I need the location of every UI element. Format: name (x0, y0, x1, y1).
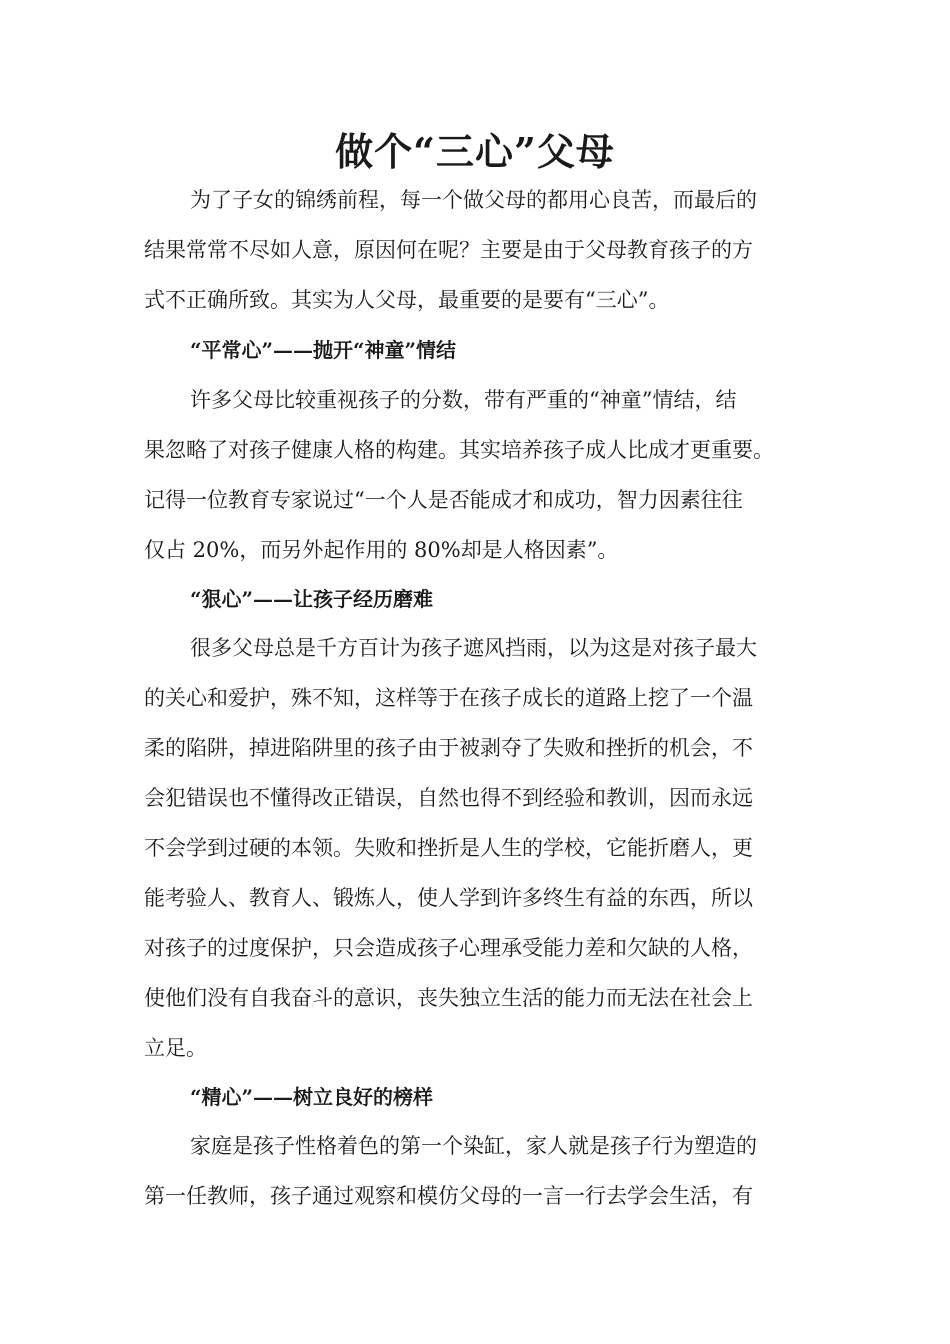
paragraph-line: 立足。 (144, 1036, 207, 1060)
paragraph-line: 为了子女的锦绣前程，每一个做父母的都用心良苦，而最后的 (190, 188, 757, 212)
paragraph-line: 式不正确所致。其实为人父母，最重要的是要有“三心”。 (144, 288, 670, 312)
section-heading-peace-of-mind: “平常心”——抛开“神童”情结 (190, 338, 457, 362)
paragraph-line: 结果常常不尽如人意，原因何在呢？主要是由于父母教育孩子的方 (144, 238, 753, 262)
paragraph-line: 对孩子的过度保护，只会造成孩子心理承受能力差和欠缺的人格， (144, 936, 753, 960)
paragraph-line: 能考验人、教育人、锻炼人，使人学到许多终生有益的东西，所以 (144, 886, 753, 910)
paragraph-line: 使他们没有自我奋斗的意识，丧失独立生活的能力而无法在社会上 (144, 986, 753, 1010)
paragraph-line: 会犯错误也不懂得改正错误，自然也得不到经验和教训，因而永远 (144, 786, 753, 810)
paragraph-line: 柔的陷阱，掉进陷阱里的孩子由于被剥夺了失败和挫折的机会，不 (144, 736, 753, 760)
paragraph-line: 不会学到过硬的本领。失败和挫折是人生的学校，它能折磨人，更 (144, 836, 753, 860)
paragraph-line: 记得一位教育专家说过“一个人是否能成才和成功，智力因素往往 (144, 488, 743, 512)
paragraph-line: 仅占 20%，而另外起作用的 80%却是人格因素”。 (144, 538, 619, 562)
paragraph-line: 很多父母总是千方百计为孩子遮风挡雨，以为这是对孩子最大 (190, 636, 757, 660)
paragraph-line: 的关心和爱护，殊不知，这样等于在孩子成长的道路上挖了一个温 (144, 686, 753, 710)
paragraph-line: 许多父母比较重视孩子的分数，带有严重的“神童”情结，结 (190, 388, 737, 412)
document-title: 做个“三心”父母 (335, 129, 615, 174)
section-heading-hard-heart: “狠心”——让孩子经历磨难 (190, 587, 434, 611)
section-heading-careful-heart: “精心”——树立良好的榜样 (190, 1085, 434, 1109)
paragraph-line: 家庭是孩子性格着色的第一个染缸，家人就是孩子行为塑造的 (190, 1134, 757, 1158)
paragraph-line: 第一任教师，孩子通过观察和模仿父母的一言一行去学会生活，有 (144, 1184, 753, 1208)
paragraph-line: 果忽略了对孩子健康人格的构建。其实培养孩子成人比成才更重要。 (144, 438, 774, 462)
